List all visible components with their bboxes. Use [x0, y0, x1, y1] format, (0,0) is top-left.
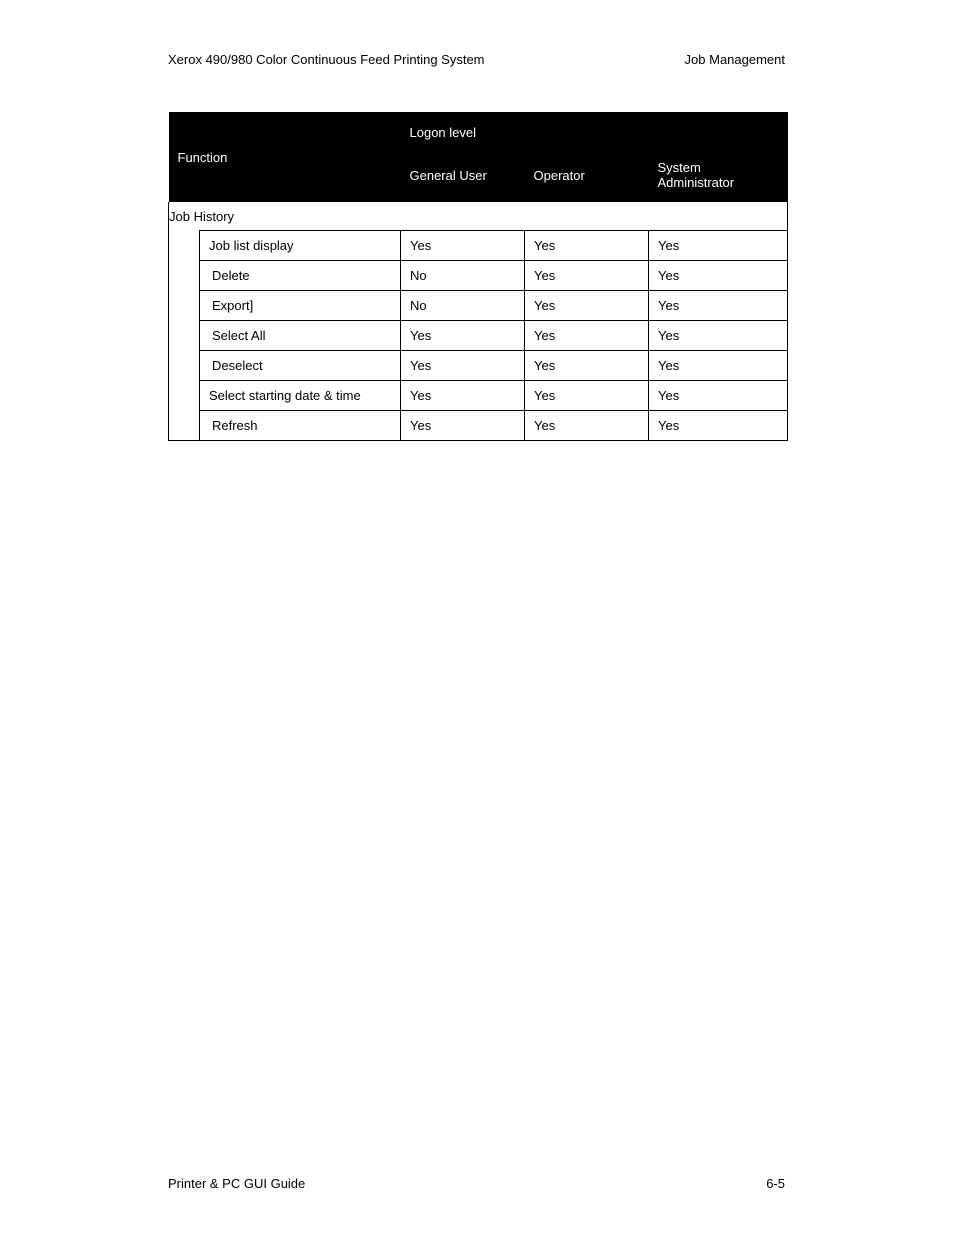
running-header-section: Job Management	[684, 52, 785, 67]
header-logon-level: Logon level	[401, 112, 788, 148]
row-indent	[169, 321, 200, 351]
table-row	[169, 291, 788, 321]
cell-function: Job list display	[200, 231, 401, 261]
cell-function: Refresh	[200, 411, 401, 441]
header-operator: Operator	[525, 148, 649, 202]
table-row	[169, 321, 788, 351]
cell-function: Export]	[200, 291, 401, 321]
cell-function: Select starting date & time	[200, 381, 401, 411]
cell-general: No	[401, 261, 525, 291]
header-function: Function	[169, 112, 401, 202]
cell-operator: Yes	[525, 351, 649, 381]
cell-admin: Yes	[649, 411, 788, 441]
row-indent	[169, 231, 200, 261]
table-row	[169, 261, 788, 291]
cell-operator: Yes	[525, 321, 649, 351]
footer-page-number: 6-5	[766, 1176, 785, 1191]
cell-operator: Yes	[525, 411, 649, 441]
cell-admin: Yes	[649, 261, 788, 291]
row-indent	[169, 411, 200, 441]
section-row-job-history: Job History	[169, 202, 788, 231]
table-row	[169, 381, 788, 411]
cell-operator: Yes	[525, 381, 649, 411]
cell-general: Yes	[401, 231, 525, 261]
cell-operator: Yes	[525, 261, 649, 291]
header-system-administrator: System Administrator	[649, 148, 788, 202]
cell-admin: Yes	[649, 321, 788, 351]
row-indent	[169, 381, 200, 411]
row-indent	[169, 291, 200, 321]
cell-admin: Yes	[649, 351, 788, 381]
cell-general: Yes	[401, 381, 525, 411]
table-row	[169, 351, 788, 381]
cell-general: Yes	[401, 321, 525, 351]
cell-operator: Yes	[525, 231, 649, 261]
cell-admin: Yes	[649, 381, 788, 411]
cell-general: Yes	[401, 351, 525, 381]
cell-operator: Yes	[525, 291, 649, 321]
cell-admin: Yes	[649, 231, 788, 261]
cell-admin: Yes	[649, 291, 788, 321]
header-general-user: General User	[401, 148, 525, 202]
cell-function: Deselect	[200, 351, 401, 381]
running-header-title: Xerox 490/980 Color Continuous Feed Printing System	[168, 52, 485, 67]
cell-function: Delete	[200, 261, 401, 291]
row-indent	[169, 261, 200, 291]
table-row	[169, 411, 788, 441]
cell-general: No	[401, 291, 525, 321]
table-row	[169, 231, 788, 261]
footer-guide-title: Printer & PC GUI Guide	[168, 1176, 306, 1191]
logon-permission-table	[168, 112, 788, 441]
row-indent	[169, 351, 200, 381]
cell-general: Yes	[401, 411, 525, 441]
cell-function: Select All	[200, 321, 401, 351]
